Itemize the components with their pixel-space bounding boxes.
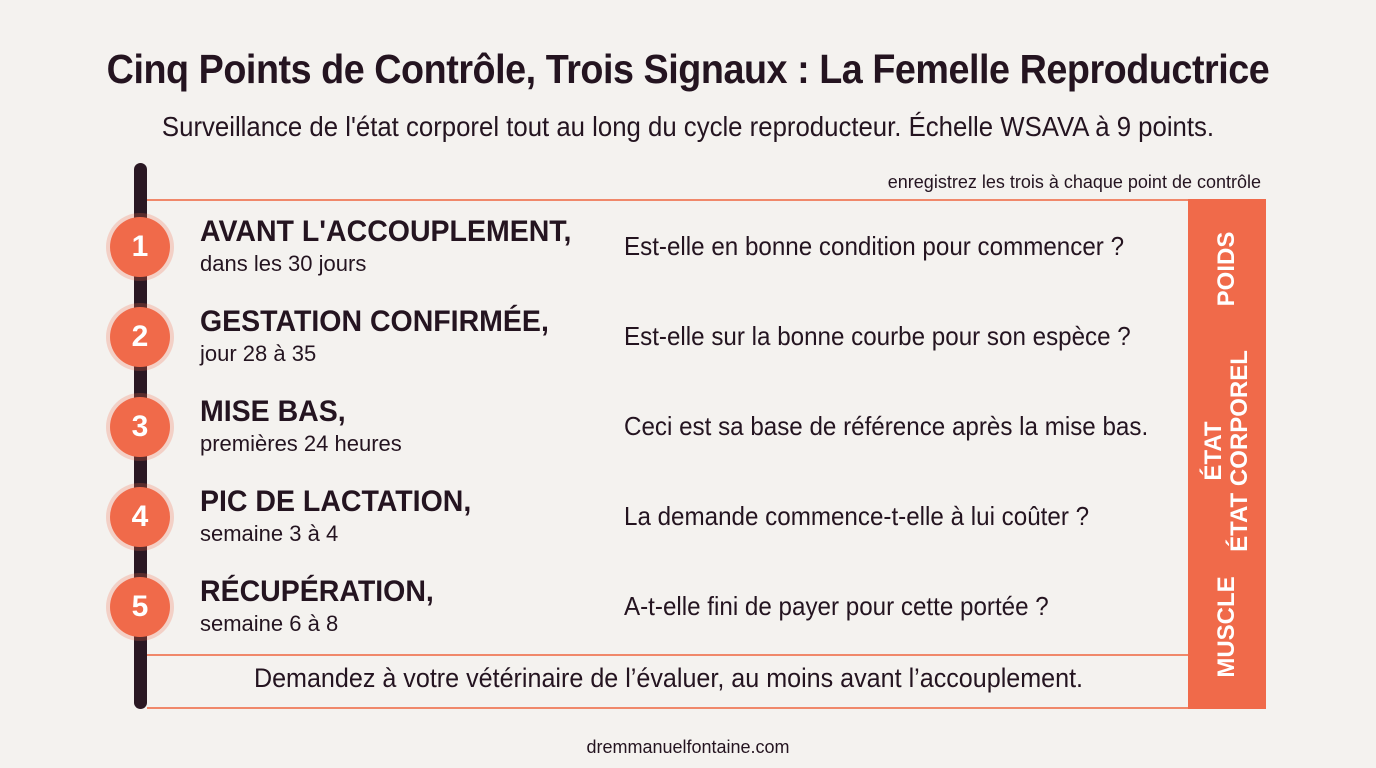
checkpoint-row <box>0 381 1190 471</box>
checkpoint-stage: MISE BAS, <box>200 395 346 428</box>
checkpoint-timing: semaine 3 à 4 <box>200 521 339 546</box>
signal-label-etat-line1: ÉTAT <box>1200 421 1227 481</box>
signal-label-etat-line2: ÉTAT CORPOREL <box>1226 350 1253 552</box>
page-subtitle: Surveillance de l'état corporel tout au long du cycle reproducteur. Échelle WSAVA à 9 points. <box>161 111 1215 142</box>
checkpoint-number-badge: 1 <box>110 217 170 277</box>
checkpoint-row <box>0 561 1190 651</box>
vet-advice-note: Demandez à votre vétérinaire de l’évaluer, au moins avant l’accouplement. <box>253 663 1084 693</box>
signals-column <box>1188 199 1266 709</box>
checkpoint-row <box>0 201 1190 291</box>
checkpoint-number-badge: 3 <box>110 397 170 457</box>
checkpoint-question: Ceci est sa base de référence après la mise bas. <box>624 411 1149 441</box>
checkpoint-question: Est-elle sur la bonne courbe pour son espèce ? <box>624 321 1131 351</box>
checkpoint-question: La demande commence-t-elle à lui coûter ? <box>624 501 1090 531</box>
checkpoint-stage: GESTATION CONFIRMÉE, <box>200 305 549 338</box>
table-bottom-rule <box>147 707 1190 709</box>
checkpoint-number-badge: 5 <box>110 577 170 637</box>
checkpoint-timing: semaine 6 à 8 <box>200 611 339 636</box>
record-hint: enregistrez les trois à chaque point de contrôle <box>887 172 1261 192</box>
checkpoint-question: A-t-elle fini de payer pour cette portée ? <box>624 591 1049 621</box>
checkpoint-stage: AVANT L'ACCOUPLEMENT, <box>200 215 572 248</box>
checkpoint-timing: dans les 30 jours <box>200 251 367 276</box>
checkpoint-timing: jour 28 à 35 <box>200 341 317 366</box>
checkpoint-row <box>0 291 1190 381</box>
checkpoint-stage: PIC DE LACTATION, <box>200 485 472 518</box>
signal-label-muscle: MUSCLE <box>1213 576 1240 678</box>
signal-label-etat <box>1201 350 1253 552</box>
table-footer-divider <box>147 654 1190 656</box>
checkpoint-number-badge: 2 <box>110 307 170 367</box>
site-credit: dremmanuelfontaine.com <box>586 737 790 757</box>
page-title: Cinq Points de Contrôle, Trois Signaux : La Femelle Reproductrice <box>106 46 1270 92</box>
checkpoint-number-badge: 4 <box>110 487 170 547</box>
checkpoint-row <box>0 471 1190 561</box>
signal-label-poids: POIDS <box>1213 231 1240 307</box>
checkpoint-question: Est-elle en bonne condition pour commencer ? <box>624 231 1125 261</box>
checkpoint-stage: RÉCUPÉRATION, <box>200 575 434 608</box>
checkpoint-timing: premières 24 heures <box>200 431 402 456</box>
